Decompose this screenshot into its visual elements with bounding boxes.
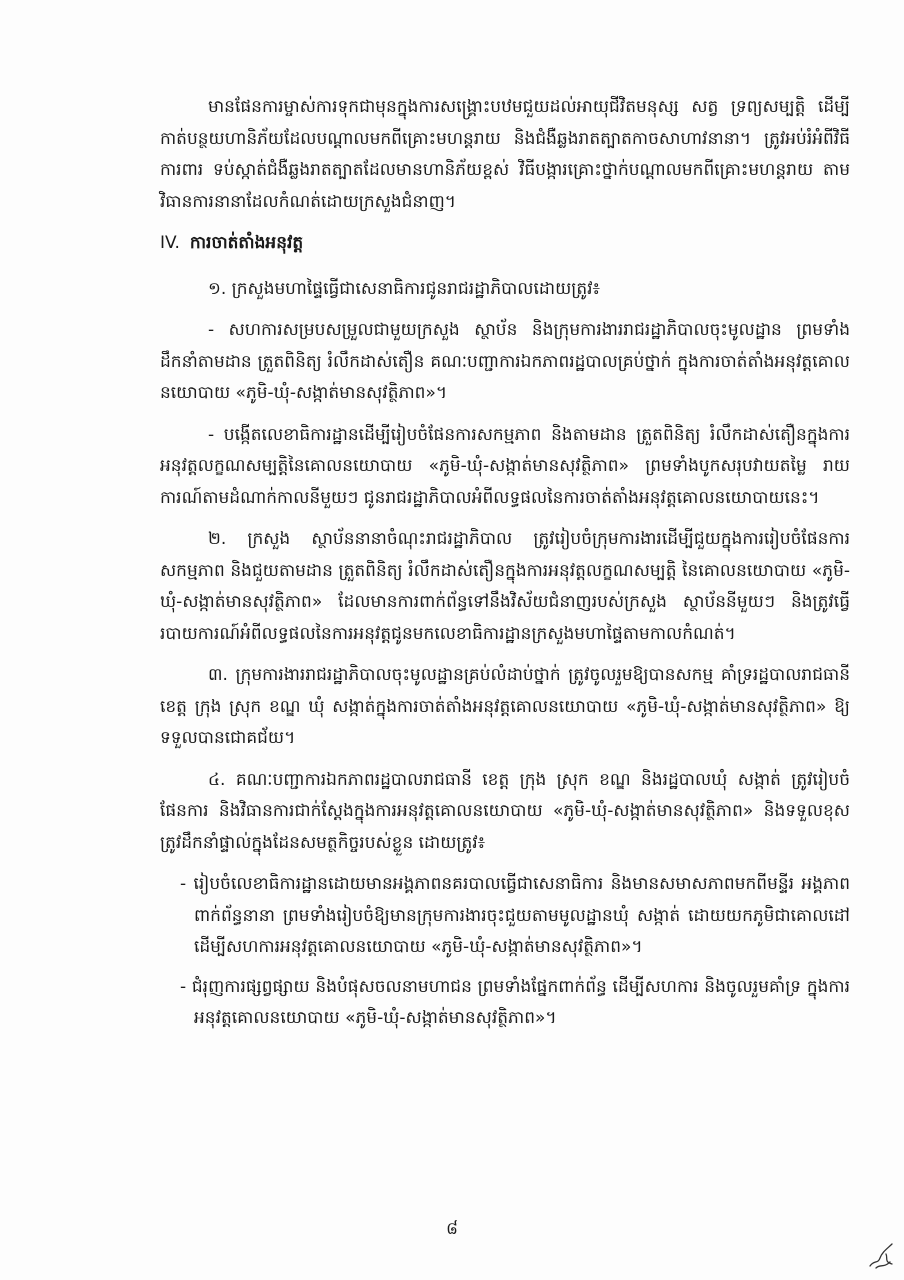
item-4-bullet-2: - ជំរុញការផ្សព្វផ្សាយ និងបំផុសចលនាមហាជន ព្រមទាំងផ្នែកពាក់ព័ន្ធ ដើម្បីសហការ និងចូលរួមគាំទ្រ ក្នុងការអនុវត្តគោលនយោបាយ «ភូមិ-ឃុំ-សង្កាត់មានសុវត្ថិភាព»។ [180, 976, 850, 1028]
section-number: IV. [160, 233, 180, 253]
item-1-bullet-2: - បង្កើតលេខាធិការដ្ឋានដើម្បីរៀបចំផែនការសកម្មភាព និងតាមដាន ត្រួតពិនិត្យ រំលឹកដាស់តឿនក្នុងការអនុវត្តលក្ខណសម្បត្តិនៃគោលនយោបាយ «ភូមិ-ឃុំ-សង្កាត់មានសុវត្ថិភាព» ព្រមទាំងបូកសរុបវាយតម្លៃ រាយការណ៍តាមដំណាក់កាលនីមួយៗ ជូនរាជរដ្ឋាភិបាលអំពីលទ្ធផលនៃការចាត់តាំងអនុវត្តគោលនយោបាយនេះ។ [160, 424, 850, 508]
section-heading [160, 228, 850, 260]
item-4-bullet-1: - រៀបចំលេខាធិការដ្ឋានដោយមានអង្គភាពនគរបាលធ្វើជាសេនាធិការ និងមានសមាសភាពមកពីមន្ទីរ អង្គភាពពាក់ព័ន្ធនានា ព្រមទាំងរៀបចំឱ្យមានក្រុមការងារចុះជួយតាមមូលដ្ឋានឃុំ សង្កាត់ ដោយយកភូមិជាគោលដៅ ដើម្បីសហការអនុវត្តគោលនយោបាយ «ភូមិ-ឃុំ-សង្កាត់មានសុវត្ថិភាព»។ [180, 874, 850, 957]
intro-paragraph: មានផែនការម្ចាស់ការទុកជាមុនក្នុងការសង្គ្រោះបឋមជួយដល់អាយុជីវិតមនុស្ស សត្វ ទ្រព្យសម្បត្តិ ដើម្បីកាត់បន្ថយហានិភ័យដែលបណ្តាលមកពីគ្រោះមហន្តរាយ និងជំងឺឆ្លងរាតត្បាតកាចសាហាវនានា។ ត្រូវអប់រំអំពីវិធីការពារ ទប់ស្កាត់ជំងឺឆ្លងរាតត្បាតដែលមានហានិភ័យខ្ពស់ វិធីបង្ការគ្រោះថ្នាក់បណ្តាលមកពីគ្រោះមហន្តរាយ តាមវិធានការនានាដែលកំណត់ដោយក្រសួងជំនាញ។ [160, 97, 850, 212]
page-number: ៨ [445, 1219, 459, 1239]
item-4: ៤. គណៈបញ្ជាការឯកភាពរដ្ឋបាលរាជធានី ខេត្ត ក្រុង ស្រុក ខណ្ឌ និងរដ្ឋបាលឃុំ សង្កាត់ ត្រូវរៀបចំផែនការ និងវិធានការជាក់ស្តែងក្នុងការអនុវត្តគោលនយោបាយ «ភូមិ-ឃុំ-សង្កាត់មានសុវត្ថិភាព» និងទទួលខុសត្រូវដឹកនាំផ្ទាល់ក្នុងដែនសមត្ថកិច្ចរបស់ខ្លួន ដោយត្រូវ៖ [160, 769, 850, 853]
item-3: ៣. ក្រុមការងាររាជរដ្ឋាភិបាលចុះមូលដ្ឋានគ្រប់លំដាប់ថ្នាក់ ត្រូវចូលរួមឱ្យបានសកម្ម គាំទ្ររដ្ឋបាលរាជធានី ខេត្ត ក្រុង ស្រុក ខណ្ឌ ឃុំ សង្កាត់ក្នុងការចាត់តាំងអនុវត្តគោលនយោបាយ «ភូមិ-ឃុំ-សង្កាត់មានសុវត្ថិភាព» ឱ្យទទួលបានជោគជ័យ។ [160, 665, 850, 748]
item-1-bullet-1: - សហការសម្របសម្រួលជាមួយក្រសួង ស្ថាប័ន និងក្រុមការងាររាជរដ្ឋាភិបាលចុះមូលដ្ឋាន ព្រមទាំងដឹកនាំតាមដាន ត្រួតពិនិត្យ រំលឹកដាស់តឿន គណៈបញ្ជាការឯកភាពរដ្ឋបាលគ្រប់ថ្នាក់ ក្នុងការចាត់តាំងអនុវត្តគោលនយោបាយ «ភូមិ-ឃុំ-សង្កាត់មានសុវត្ថិភាព»។ [160, 320, 850, 403]
handwritten-initials-icon [866, 1238, 896, 1272]
item-2: ២. ក្រសួង ស្ថាប័ននានាចំណុះរាជរដ្ឋាភិបាល ត្រូវរៀបចំក្រុមការងារដើម្បីជួយក្នុងការរៀបចំផែនការសកម្មភាព និងជួយតាមដាន ត្រួតពិនិត្យ រំលឹកដាស់តឿនក្នុងការអនុវត្តលក្ខណសម្បត្តិ នៃគោលនយោបាយ «ភូមិ-ឃុំ-សង្កាត់មានសុវត្ថិភាព» ដែលមានការពាក់ព័ន្ធទៅនឹងវិស័យជំនាញរបស់ក្រសួង ស្ថាប័ននីមួយៗ និងត្រូវធ្វើរបាយការណ៍អំពីលទ្ធផលនៃការអនុវត្តជូនមកលេខាធិការដ្ឋានក្រសួងមហាផ្ទៃតាមកាលកំណត់។ [160, 529, 850, 644]
document-body [160, 92, 850, 1043]
item-1: ១. ក្រសួងមហាផ្ទៃធ្វើជាសេនាធិការជូនរាជរដ្ឋាភិបាលដោយត្រូវ៖ [208, 278, 600, 299]
section-title: ការចាត់តាំងអនុវត្ត [189, 233, 304, 253]
